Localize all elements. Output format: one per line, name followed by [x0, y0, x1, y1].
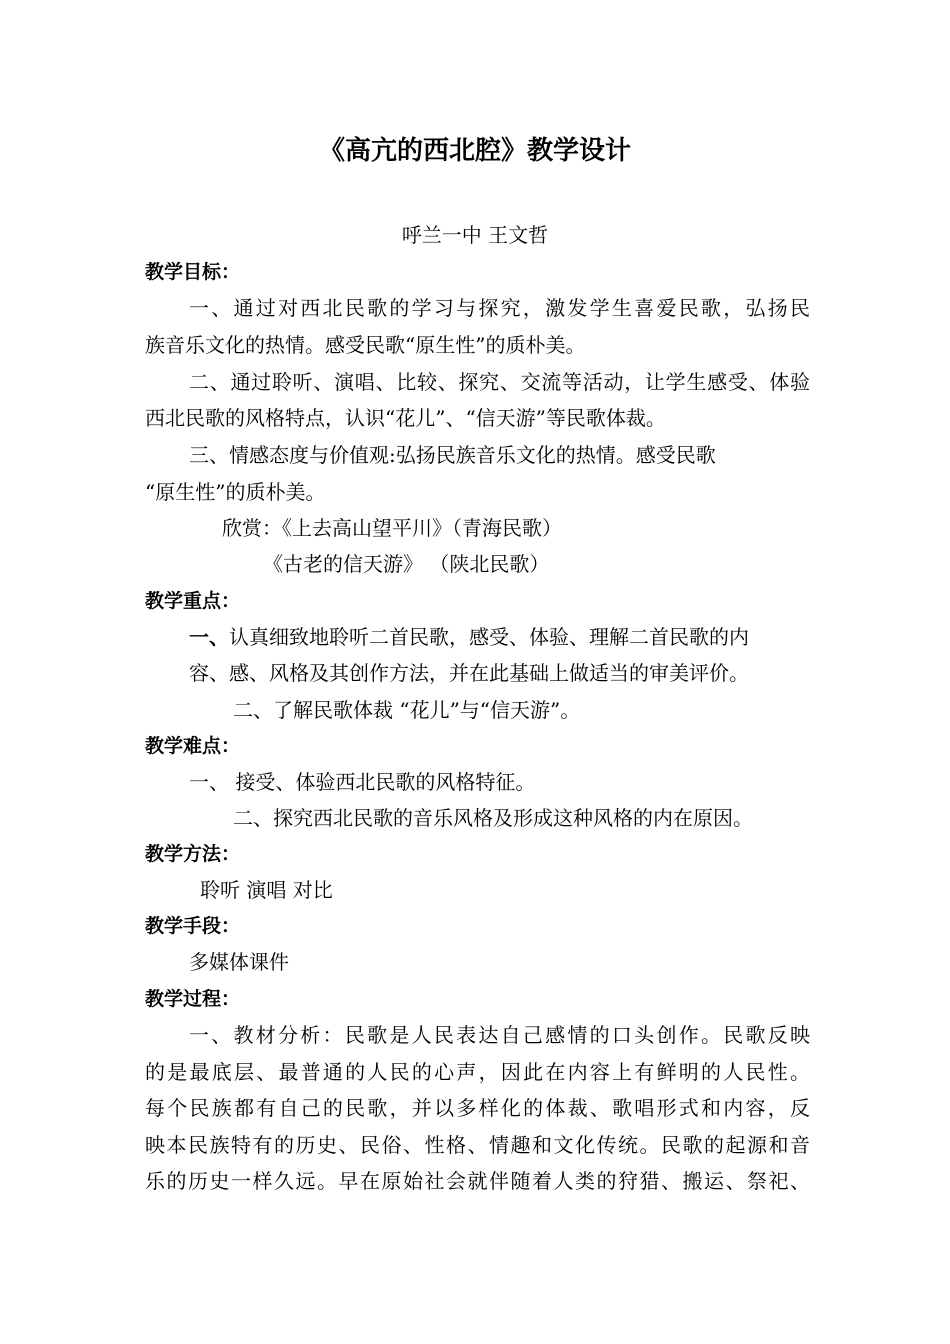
means-heading: 教学手段： — [145, 915, 241, 937]
key-point-1-text: 认真细致地聆听二首民歌，感受、体验、理解二首民歌的内 — [229, 625, 749, 649]
means-content: 多媒体课件 — [189, 950, 289, 974]
process-line-4: 映本民族特有的历史、民俗、性格、情趣和文化传统。民歌的起源和音 — [145, 1133, 810, 1157]
difficulty-1: 一、 接受、体验西北民歌的风格特征。 — [189, 770, 536, 794]
objective-1-line-2: 族音乐文化的热情。感受民歌“原生性”的质朴美。 — [145, 333, 586, 357]
objectives-heading: 教学目标： — [145, 261, 241, 283]
process-heading: 教学过程： — [145, 988, 241, 1010]
key-points-heading: 教学重点： — [145, 590, 241, 612]
key-point-1-line-2: 容、感、风格及其创作方法，并在此基础上做适当的审美评价。 — [189, 661, 749, 685]
key-point-1-prefix: 一、 — [189, 625, 229, 649]
appreciation-song-2: 《古老的信天游》 （陕北民歌） — [263, 552, 550, 576]
appreciation-song-1: 欣赏：《上去高山望平川》（青海民歌） — [222, 516, 562, 540]
process-line-2: 的是最底层、最普通的人民的心声，因此在内容上有鲜明的人民性。 — [145, 1060, 810, 1084]
process-line-1: 一、教材分析：民歌是人民表达自己感情的口头创作。民歌反映 — [189, 1023, 810, 1047]
process-line-5: 乐的历史一样久远。早在原始社会就伴随着人类的狩猎、搬运、祭祀、 — [145, 1169, 810, 1193]
objective-1-line-1: 一、通过对西北民歌的学习与探究，激发学生喜爱民歌，弘扬民 — [189, 296, 810, 320]
document-author: 呼兰一中 王文哲 — [401, 223, 549, 247]
objective-3-line-2: “原生性”的质朴美。 — [145, 480, 326, 504]
process-line-3: 每个民族都有自己的民歌，并以多样化的体裁、歌唱形式和内容，反 — [145, 1096, 810, 1120]
difficulty-2: 二、探究西北民歌的音乐风格及形成这种风格的内在原因。 — [233, 806, 753, 830]
key-point-2: 二、了解民歌体裁 “花儿”与“信天游”。 — [233, 698, 581, 722]
key-point-1-line-1 — [189, 625, 810, 649]
objective-2-line-1: 二、通过聆听、演唱、比较、探究、交流等活动，让学生感受、体验 — [189, 370, 810, 394]
objective-2-line-2: 西北民歌的风格特点，认识“花儿”、“信天游”等民歌体裁。 — [145, 406, 666, 430]
methods-content: 聆听 演唱 对比 — [200, 878, 333, 902]
difficulties-heading: 教学难点： — [145, 735, 241, 757]
objective-3-line-1: 三、情感态度与价值观:弘扬民族音乐文化的热情。感受民歌 — [189, 443, 716, 467]
document-title: 《高亢的西北腔》教学设计 — [318, 136, 631, 166]
methods-heading: 教学方法： — [145, 843, 241, 865]
